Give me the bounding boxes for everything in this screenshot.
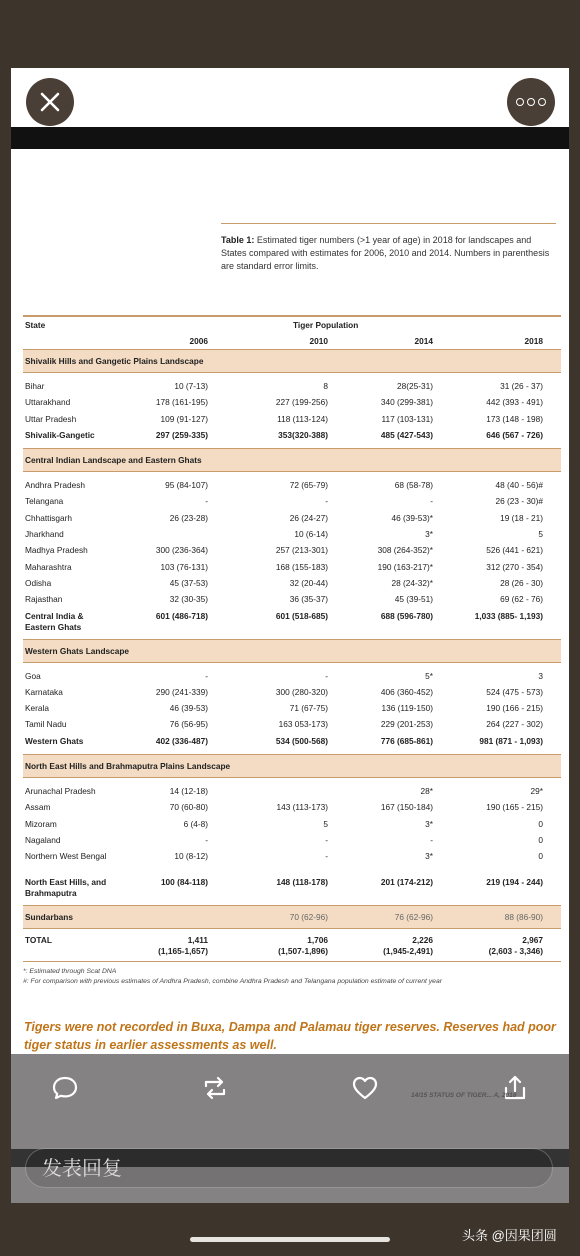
cell: - — [325, 670, 328, 681]
cell: 76 (62-96) — [394, 912, 433, 923]
cell: 71 (67-75) — [289, 703, 328, 714]
cell: 168 (155-183) — [275, 561, 328, 572]
cell: 219 (194 - 244) — [486, 877, 543, 888]
row-name: Andhra Pradesh — [25, 480, 85, 491]
cell: - — [205, 670, 208, 681]
cell: 534 (500-568) — [275, 735, 328, 746]
cell: 10 (7-13) — [174, 381, 208, 391]
cell: 8 — [323, 381, 328, 391]
cell: 2,967 (2,603 - 3,346) — [488, 935, 543, 957]
cell: 68 (58-78) — [394, 480, 433, 491]
cell: 3* — [425, 818, 433, 829]
cell: 5 — [538, 529, 543, 540]
cell: 1,706 (1,507-1,896) — [278, 935, 328, 957]
watermark: 头条 @因果团圆 — [462, 1228, 557, 1243]
table-body — [23, 349, 561, 905]
cell: 103 (76-131) — [160, 561, 208, 572]
table-header — [23, 317, 561, 349]
cell: 28 (24-32)* — [391, 577, 433, 588]
cell: 109 (91-127) — [160, 413, 208, 424]
cell: 524 (475 - 573) — [486, 686, 543, 697]
state-header: State — [25, 320, 46, 330]
cell: 300 (236-364) — [155, 545, 208, 556]
section-rows — [23, 472, 561, 638]
cell: - — [205, 834, 208, 845]
row-name: Nagaland — [25, 834, 61, 845]
cell: 2,226 (1,945-2,491) — [383, 935, 433, 957]
table-row — [23, 511, 561, 527]
comment-icon — [51, 1074, 79, 1102]
cell: 173 (148 - 198) — [486, 413, 543, 424]
cell: 29* — [530, 786, 543, 797]
tiger-population-table — [23, 315, 561, 987]
row-name: Assam — [25, 802, 51, 813]
row-name: Uttar Pradesh — [25, 413, 77, 424]
cell: 5* — [425, 670, 433, 681]
cell: 70 (62-96) — [289, 912, 328, 923]
cell: 136 (119-150) — [381, 703, 433, 714]
cell: 264 (227 - 302) — [486, 719, 543, 730]
cell: 167 (150-184) — [380, 802, 433, 813]
cell: 190 (166 - 215) — [486, 703, 543, 714]
cell: 290 (241-339) — [155, 686, 208, 697]
repost-button[interactable] — [199, 1072, 231, 1104]
cell: 442 (393 - 491) — [486, 397, 543, 408]
cell: 26 (24-27) — [289, 512, 328, 523]
sundarbans-row — [23, 905, 561, 929]
cell: 190 (165 - 215) — [486, 802, 543, 813]
repost-icon — [200, 1074, 230, 1102]
cell: 340 (299-381) — [380, 397, 433, 408]
cell: 201 (174-212) — [380, 877, 433, 888]
cell: 48 (40 - 56)# — [495, 480, 543, 491]
cell: 0 — [538, 818, 543, 829]
cell: 406 (360-452) — [380, 686, 433, 697]
cell: 72 (65-79) — [289, 480, 328, 491]
cell: 688 (596-780) — [380, 610, 433, 621]
cell: 28 (26 - 30) — [500, 577, 543, 588]
population-header: Tiger Population — [293, 320, 359, 330]
row-name: Shivalik-Gangetic — [25, 429, 95, 440]
table-row — [23, 543, 561, 559]
cell: 45 (39-51) — [394, 594, 433, 605]
year-header: 2006 — [189, 336, 208, 346]
row-name: Central India & Eastern Ghats — [25, 610, 84, 632]
cell: 31 (26 - 37) — [500, 381, 543, 391]
cell: 5 — [323, 818, 328, 829]
cell: 300 (280-320) — [275, 686, 328, 697]
cell: 3* — [425, 851, 433, 862]
table-row — [23, 701, 561, 717]
table-row — [23, 849, 561, 875]
row-name: Arunachal Pradesh — [25, 786, 96, 797]
row-name: Jharkhand — [25, 529, 64, 540]
table-row — [23, 412, 561, 428]
image-viewer — [11, 68, 569, 1203]
cell: 118 (113-124) — [277, 413, 328, 424]
caption-label: Table 1: — [221, 235, 255, 245]
table-row — [23, 395, 561, 411]
close-icon — [39, 91, 61, 113]
year-header: 2010 — [309, 336, 328, 346]
table-row — [23, 560, 561, 576]
landscape-total-row — [23, 875, 561, 901]
cell: 0 — [538, 851, 543, 862]
table-row — [23, 817, 561, 833]
more-icon — [516, 98, 524, 106]
cell: 312 (270 - 354) — [486, 561, 543, 572]
cell: 117 (103-131) — [381, 413, 433, 424]
row-name: Rajasthan — [25, 594, 63, 605]
cell: 1,033 (885- 1,193) — [474, 610, 543, 621]
cell: 32 (20-44) — [289, 577, 328, 588]
table-row — [23, 800, 561, 816]
row-name: Madhya Pradesh — [25, 545, 88, 556]
cell: - — [430, 496, 433, 507]
year-header: 2014 — [414, 336, 433, 346]
cell: 19 (18 - 21) — [500, 512, 543, 523]
cell: 32 (30-35) — [169, 594, 208, 605]
like-button[interactable] — [349, 1072, 381, 1104]
landscape-total-row — [23, 609, 561, 635]
share-button[interactable] — [499, 1072, 531, 1104]
highlight-quote: Tigers were not recorded in Buxa, Dampa and Palamau tiger reserves. Reserves had poor tiger status in earlier assessments as well. — [24, 1020, 556, 1052]
table-row — [23, 833, 561, 849]
caption-text: Estimated tiger numbers (>1 year of age) in 2018 for landscapes and States compared with estimates for 2006, 2010 and 2014. Numbers in parenthesis are standard error limits. — [221, 235, 550, 271]
section-rows — [23, 778, 561, 905]
row-name: Tamil Nadu — [25, 719, 67, 730]
more-button[interactable] — [507, 78, 555, 126]
cell: 100 (84-118) — [160, 877, 208, 888]
home-indicator[interactable] — [190, 1237, 390, 1242]
row-name: TOTAL — [25, 935, 52, 946]
cell: - — [325, 851, 328, 862]
table-row — [23, 592, 561, 608]
cell: 76 (56-95) — [169, 719, 208, 730]
landscape-total-row — [23, 734, 561, 750]
row-name: Northern West Bengal — [25, 851, 107, 862]
cell: 69 (62 - 76) — [500, 594, 543, 605]
cell: 6 (4-8) — [183, 818, 208, 829]
more-icon — [527, 98, 535, 106]
table-row — [23, 379, 561, 395]
page-top-bar — [11, 127, 569, 149]
cell: 95 (84-107) — [165, 480, 208, 491]
cell: 45 (37-53) — [169, 577, 208, 588]
cell: 601 (518-685) — [275, 610, 328, 621]
section-header: Western Ghats Landscape — [23, 639, 561, 663]
cell: 190 (163-217)* — [377, 561, 433, 572]
cell: 36 (35-37) — [289, 594, 328, 605]
table-row — [23, 784, 561, 800]
cell: - — [430, 834, 433, 845]
action-bar — [11, 1054, 569, 1139]
section-rows — [23, 663, 561, 754]
table-caption — [221, 223, 556, 273]
row-name: Sundarbans — [25, 912, 73, 923]
table-row — [23, 527, 561, 543]
cell: 14 (12-18) — [169, 786, 208, 797]
cell: - — [325, 834, 328, 845]
row-name: Uttarakhand — [25, 397, 71, 408]
table-row — [23, 669, 561, 685]
cell: 227 (199-256) — [275, 397, 328, 408]
table-row — [23, 685, 561, 701]
cell: 28* — [420, 786, 433, 797]
cell: 601 (486-718) — [155, 610, 208, 621]
row-name: North East Hills, and Brahmaputra — [25, 877, 107, 899]
row-name: Bihar — [25, 381, 45, 391]
cell: - — [325, 496, 328, 507]
cell: 28(25-31) — [397, 381, 433, 391]
cell: 776 (685-861) — [380, 735, 433, 746]
table-row — [23, 494, 561, 510]
reply-bar — [11, 1139, 569, 1203]
row-name: Chhattisgarh — [25, 512, 73, 523]
cell: 297 (259-335) — [155, 429, 208, 440]
row-name: Western Ghats — [25, 735, 84, 746]
cell: 143 (113-173) — [276, 802, 328, 813]
cell: 353(320-388) — [278, 429, 328, 440]
comment-button[interactable] — [49, 1072, 81, 1104]
cell: 526 (441 - 621) — [486, 545, 543, 556]
table-row — [23, 576, 561, 592]
row-name: Kerala — [25, 703, 49, 714]
table-row — [23, 478, 561, 494]
cell: 148 (118-178) — [276, 877, 328, 888]
cell: 308 (264-352)* — [377, 545, 433, 556]
section-header: Central Indian Landscape and Eastern Ghats — [23, 448, 561, 472]
cell: 10 (6-14) — [294, 529, 328, 540]
cell: 3* — [425, 529, 433, 540]
footnote: #: For comparison with previous estimates of Andhra Pradesh, combine Andhra Pradesh and Telangana population estimate of current year — [23, 978, 443, 986]
landscape-total-row — [23, 428, 561, 444]
row-name: Maharashtra — [25, 561, 72, 572]
table-row — [23, 717, 561, 733]
cell: 981 (871 - 1,093) — [479, 735, 543, 746]
cell: 46 (39-53)* — [391, 512, 433, 523]
cell: 10 (8-12) — [174, 851, 208, 862]
cell: 26 (23-28) — [169, 512, 208, 523]
cell: 3 — [538, 670, 543, 681]
cell: 88 (86-90) — [504, 912, 543, 923]
reply-input[interactable]: 发表回复 — [25, 1148, 553, 1188]
row-name: Goa — [25, 670, 41, 681]
more-icon — [538, 98, 546, 106]
row-name: Karnataka — [25, 686, 63, 697]
cell: 26 (23 - 30)# — [495, 496, 543, 507]
cell: 46 (39-53) — [169, 703, 208, 714]
year-header: 2018 — [524, 336, 543, 346]
row-name: Mizoram — [25, 818, 57, 829]
cell: 485 (427-543) — [380, 429, 433, 440]
cell: 257 (213-301) — [275, 545, 328, 556]
cell: 402 (336-487) — [155, 735, 208, 746]
cell: 1,411 (1,165-1,657) — [158, 935, 208, 957]
close-button[interactable] — [26, 78, 74, 126]
cell: 229 (201-253) — [380, 719, 433, 730]
cell: 178 (161-195) — [155, 397, 208, 408]
cell: 70 (60-80) — [169, 802, 208, 813]
footnote: *: Estimated through Scat DNA — [23, 968, 117, 976]
page-footer: 14/15 STATUS OF TIGER... A, 2018 — [411, 1092, 517, 1099]
cell: 0 — [538, 834, 543, 845]
section-rows — [23, 373, 561, 448]
section-header: Shivalik Hills and Gangetic Plains Landscape — [23, 349, 561, 373]
cell: - — [205, 496, 208, 507]
cell: 163 053-173) — [278, 719, 328, 730]
heart-icon — [351, 1074, 379, 1102]
section-header: North East Hills and Brahmaputra Plains Landscape — [23, 754, 561, 778]
cell: 646 (567 - 726) — [486, 429, 543, 440]
total-row — [23, 929, 561, 962]
row-name: Telangana — [25, 496, 64, 507]
row-name: Odisha — [25, 577, 52, 588]
